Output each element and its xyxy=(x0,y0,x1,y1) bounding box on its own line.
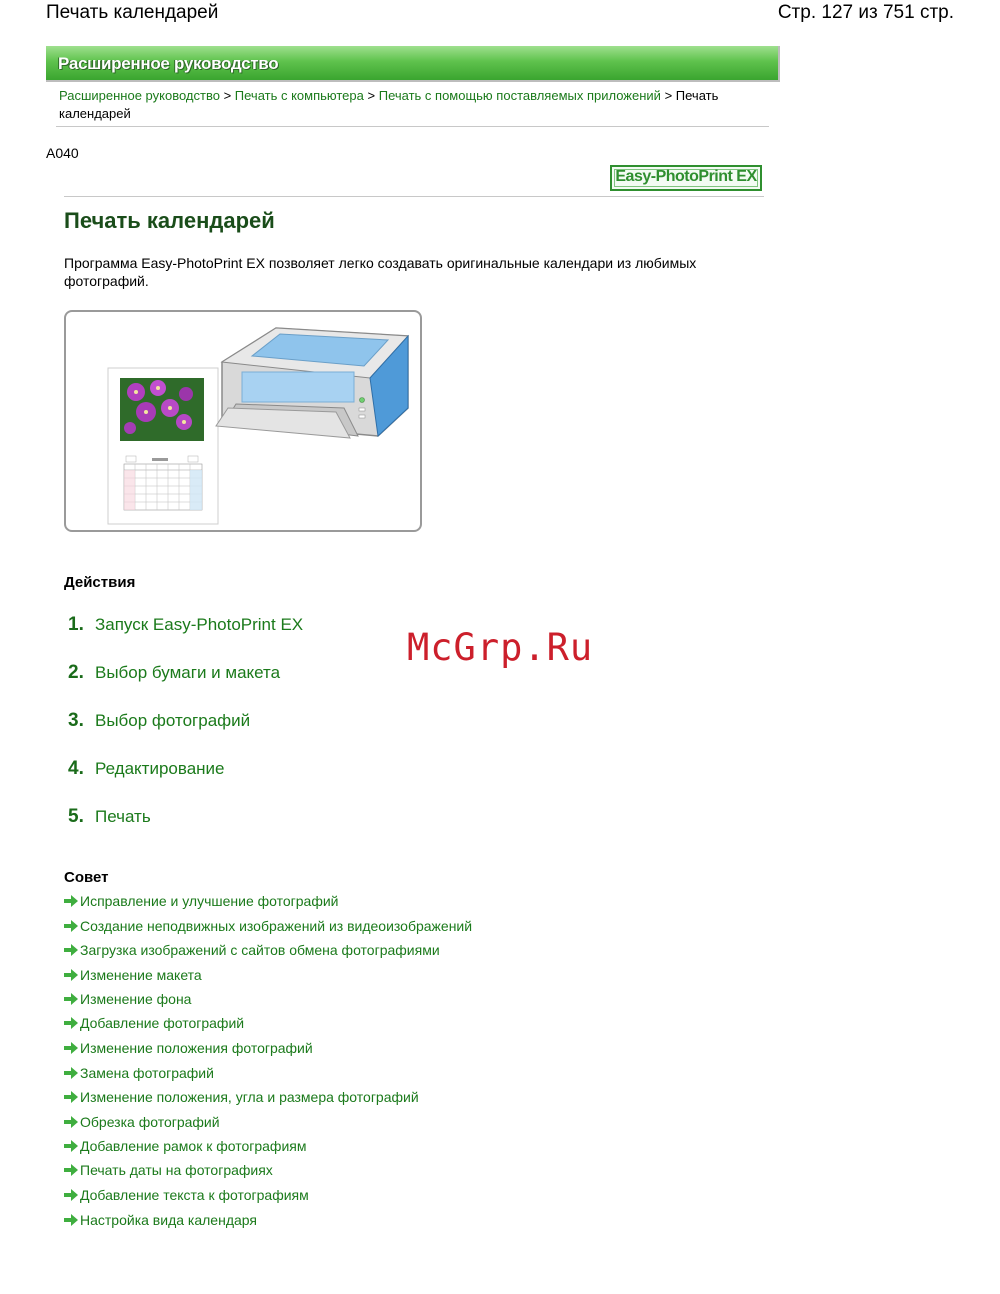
actions-heading: Действия xyxy=(64,574,136,591)
green-arrow-icon xyxy=(64,1016,80,1032)
step-number: 4. xyxy=(68,758,84,779)
green-arrow-icon xyxy=(64,1090,80,1106)
tip-link[interactable]: Создание неподвижных изображений из видеоизображений xyxy=(80,918,473,934)
tip-link[interactable]: Изменение фона xyxy=(80,991,192,1007)
step-item xyxy=(68,758,225,780)
title-divider xyxy=(64,196,764,197)
step-item xyxy=(68,662,280,684)
banner-text: Расширенное руководство xyxy=(58,54,279,73)
tip-item xyxy=(64,1065,214,1082)
tip-link[interactable]: Обрезка фотографий xyxy=(80,1114,220,1130)
tip-item xyxy=(64,1187,309,1204)
logo-text: Easy-PhotoPrint EX xyxy=(615,168,757,185)
tip-item xyxy=(64,942,440,959)
tip-item xyxy=(64,1015,244,1032)
tips-heading: Совет xyxy=(64,869,109,886)
tip-link[interactable]: Добавление рамок к фотографиям xyxy=(80,1138,307,1154)
green-arrow-icon xyxy=(64,968,80,984)
tip-link[interactable]: Изменение макета xyxy=(80,967,202,983)
green-arrow-icon xyxy=(64,1115,80,1131)
step-link-paper-layout[interactable]: Выбор бумаги и макета xyxy=(95,663,281,682)
breadcrumb-separator: > xyxy=(223,88,232,103)
intro-text: Программа Easy-PhotoPrint EX позволяет легко создавать оригинальные календари из любимых фотографий. xyxy=(64,255,697,289)
step-number: 3. xyxy=(68,710,84,731)
tip-item xyxy=(64,1162,273,1179)
breadcrumb-separator: > xyxy=(367,88,376,103)
tip-item xyxy=(64,1089,419,1106)
page-counter: Стр. 127 из 751 стр. xyxy=(777,2,954,23)
green-arrow-icon xyxy=(64,1041,80,1057)
green-arrow-icon xyxy=(64,919,80,935)
green-arrow-icon xyxy=(64,1139,80,1155)
tip-link[interactable]: Изменение положения фотографий xyxy=(80,1040,313,1056)
tip-link[interactable]: Загрузка изображений с сайтов обмена фотографиями xyxy=(80,942,440,958)
step-number: 1. xyxy=(68,614,84,635)
calendar-printer-illustration xyxy=(64,310,422,532)
step-number: 2. xyxy=(68,662,84,683)
step-item xyxy=(68,614,303,636)
breadcrumb-separator: > xyxy=(664,88,673,103)
tip-link[interactable]: Печать даты на фотографиях xyxy=(80,1162,273,1178)
green-arrow-icon xyxy=(64,894,80,910)
page-title: Печать календарей xyxy=(64,208,275,233)
page-header-title: Печать календарей xyxy=(46,2,219,23)
step-link-print[interactable]: Печать xyxy=(95,807,151,826)
step-number: 5. xyxy=(68,806,84,827)
tip-item xyxy=(64,967,202,984)
step-item xyxy=(68,806,151,828)
breadcrumb-link-bundled-apps[interactable]: Печать с помощью поставляемых приложений xyxy=(378,88,661,103)
breadcrumb-current: Печать календарей xyxy=(59,88,719,121)
step-link-launch[interactable]: Запуск Easy-PhotoPrint EX xyxy=(95,615,304,634)
tip-item xyxy=(64,1138,306,1155)
tip-item xyxy=(64,893,339,910)
breadcrumb-link-advanced-guide[interactable]: Расширенное руководство xyxy=(59,88,220,103)
tip-link[interactable]: Добавление текста к фотографиям xyxy=(80,1187,309,1203)
green-arrow-icon xyxy=(64,1213,80,1229)
printer-icon xyxy=(216,328,408,438)
tip-link[interactable]: Настройка вида календаря xyxy=(80,1212,257,1228)
breadcrumb xyxy=(59,87,764,123)
tip-link[interactable]: Замена фотографий xyxy=(80,1065,214,1081)
tip-item xyxy=(64,1040,313,1057)
step-item xyxy=(68,710,250,732)
tip-item xyxy=(64,918,472,935)
green-arrow-icon xyxy=(64,992,80,1008)
step-link-select-photos[interactable]: Выбор фотографий xyxy=(95,711,251,730)
tip-item xyxy=(64,1114,220,1131)
tip-item xyxy=(64,1212,257,1229)
document-code: A040 xyxy=(46,145,79,161)
watermark: McGrp.Ru xyxy=(407,626,594,669)
illustration-svg xyxy=(66,312,420,530)
green-arrow-icon xyxy=(64,1163,80,1179)
guide-banner xyxy=(46,46,780,82)
tip-link[interactable]: Изменение положения, угла и размера фотографий xyxy=(80,1089,419,1105)
green-arrow-icon xyxy=(64,1188,80,1204)
green-arrow-icon xyxy=(64,1066,80,1082)
breadcrumb-divider xyxy=(56,126,769,127)
tip-link[interactable]: Исправление и улучшение фотографий xyxy=(80,893,339,909)
step-link-editing[interactable]: Редактирование xyxy=(95,759,225,778)
green-arrow-icon xyxy=(64,943,80,959)
tip-link[interactable]: Добавление фотографий xyxy=(80,1015,245,1031)
tip-item xyxy=(64,991,191,1008)
breadcrumb-link-print-from-computer[interactable]: Печать с компьютера xyxy=(234,88,364,103)
easy-photoprint-logo xyxy=(610,165,762,191)
